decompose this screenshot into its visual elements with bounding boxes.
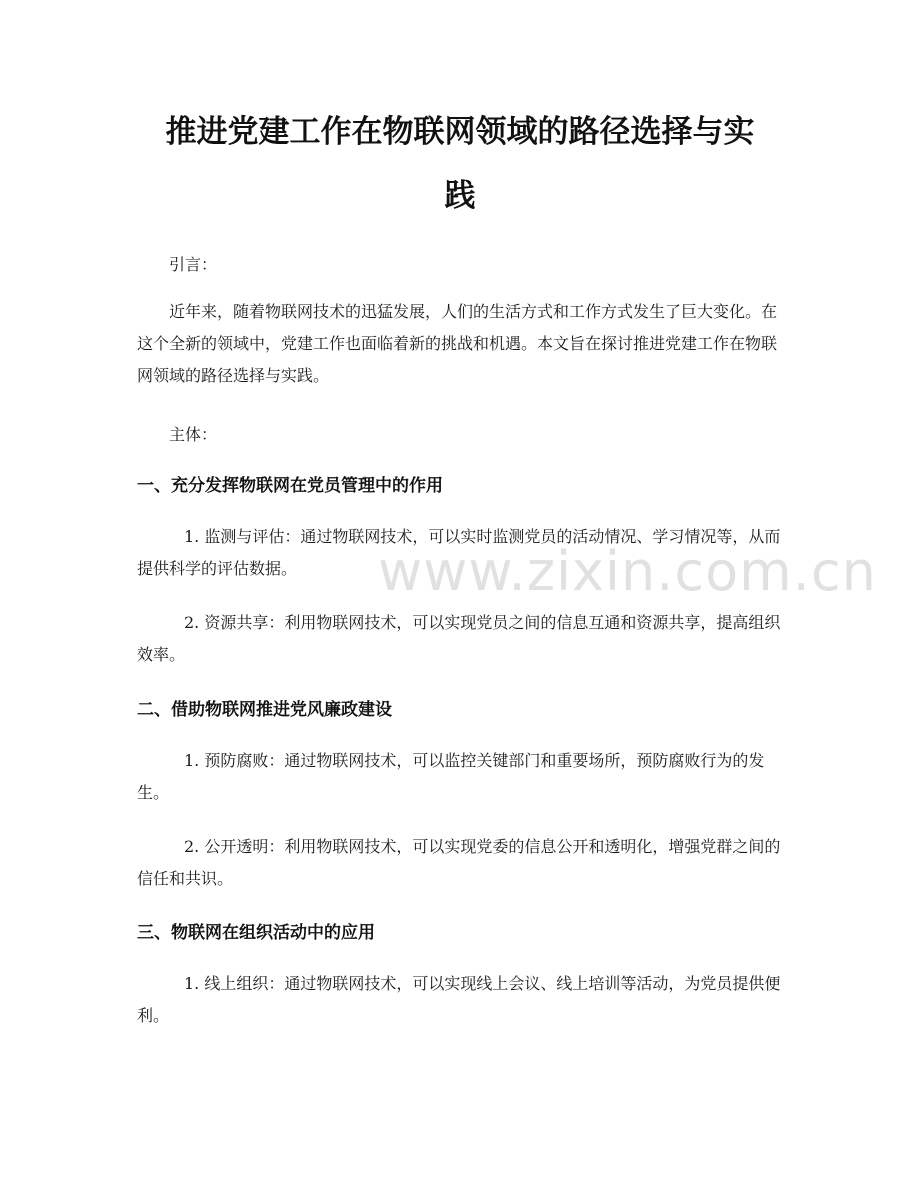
body-label: 主体： — [169, 425, 218, 444]
section-2-item-2: 2. 公开透明：利用物联网技术，可以实现党委的信息公开和透明化，增强党群之间的信任和共识。 — [137, 837, 781, 888]
watermark: www.zixin.com.cn — [378, 540, 877, 603]
section-3-item-1: 1. 线上组织：通过物联网技术，可以实现线上会议、线上培训等活动，为党员提供便利。 — [137, 974, 781, 1025]
section-heading-1: 一、充分发挥物联网在党员管理中的作用 — [137, 476, 443, 496]
section-1-item-2: 2. 资源共享：利用物联网技术，可以实现党员之间的信息互通和资源共享，提高组织效率。 — [137, 613, 781, 664]
section-2-item-1: 1. 预防腐败：通过物联网技术，可以监控关键部门和重要场所，预防腐败行为的发生。 — [137, 751, 765, 802]
section-1-item-1: 1. 监测与评估：通过物联网技术，可以实时监测党员的活动情况、学习情况等，从而提供科学的评估数据。 — [137, 527, 781, 578]
document-title-line-1: 推进党建工作在物联网领域的路径选择与实 — [165, 114, 755, 150]
document-title-line-2: 践 — [444, 178, 476, 214]
section-heading-3: 三、物联网在组织活动中的应用 — [137, 923, 375, 943]
section-heading-2: 二、借助物联网推进党风廉政建设 — [137, 700, 392, 720]
intro-paragraph: 近年来，随着物联网技术的迅猛发展，人们的生活方式和工作方式发生了巨大变化。在这个全新的领域中，党建工作也面临着新的挑战和机遇。本文旨在探讨推进党建工作在物联网领域的路径选择与实践。 — [137, 302, 778, 385]
intro-label: 引言： — [169, 255, 218, 274]
